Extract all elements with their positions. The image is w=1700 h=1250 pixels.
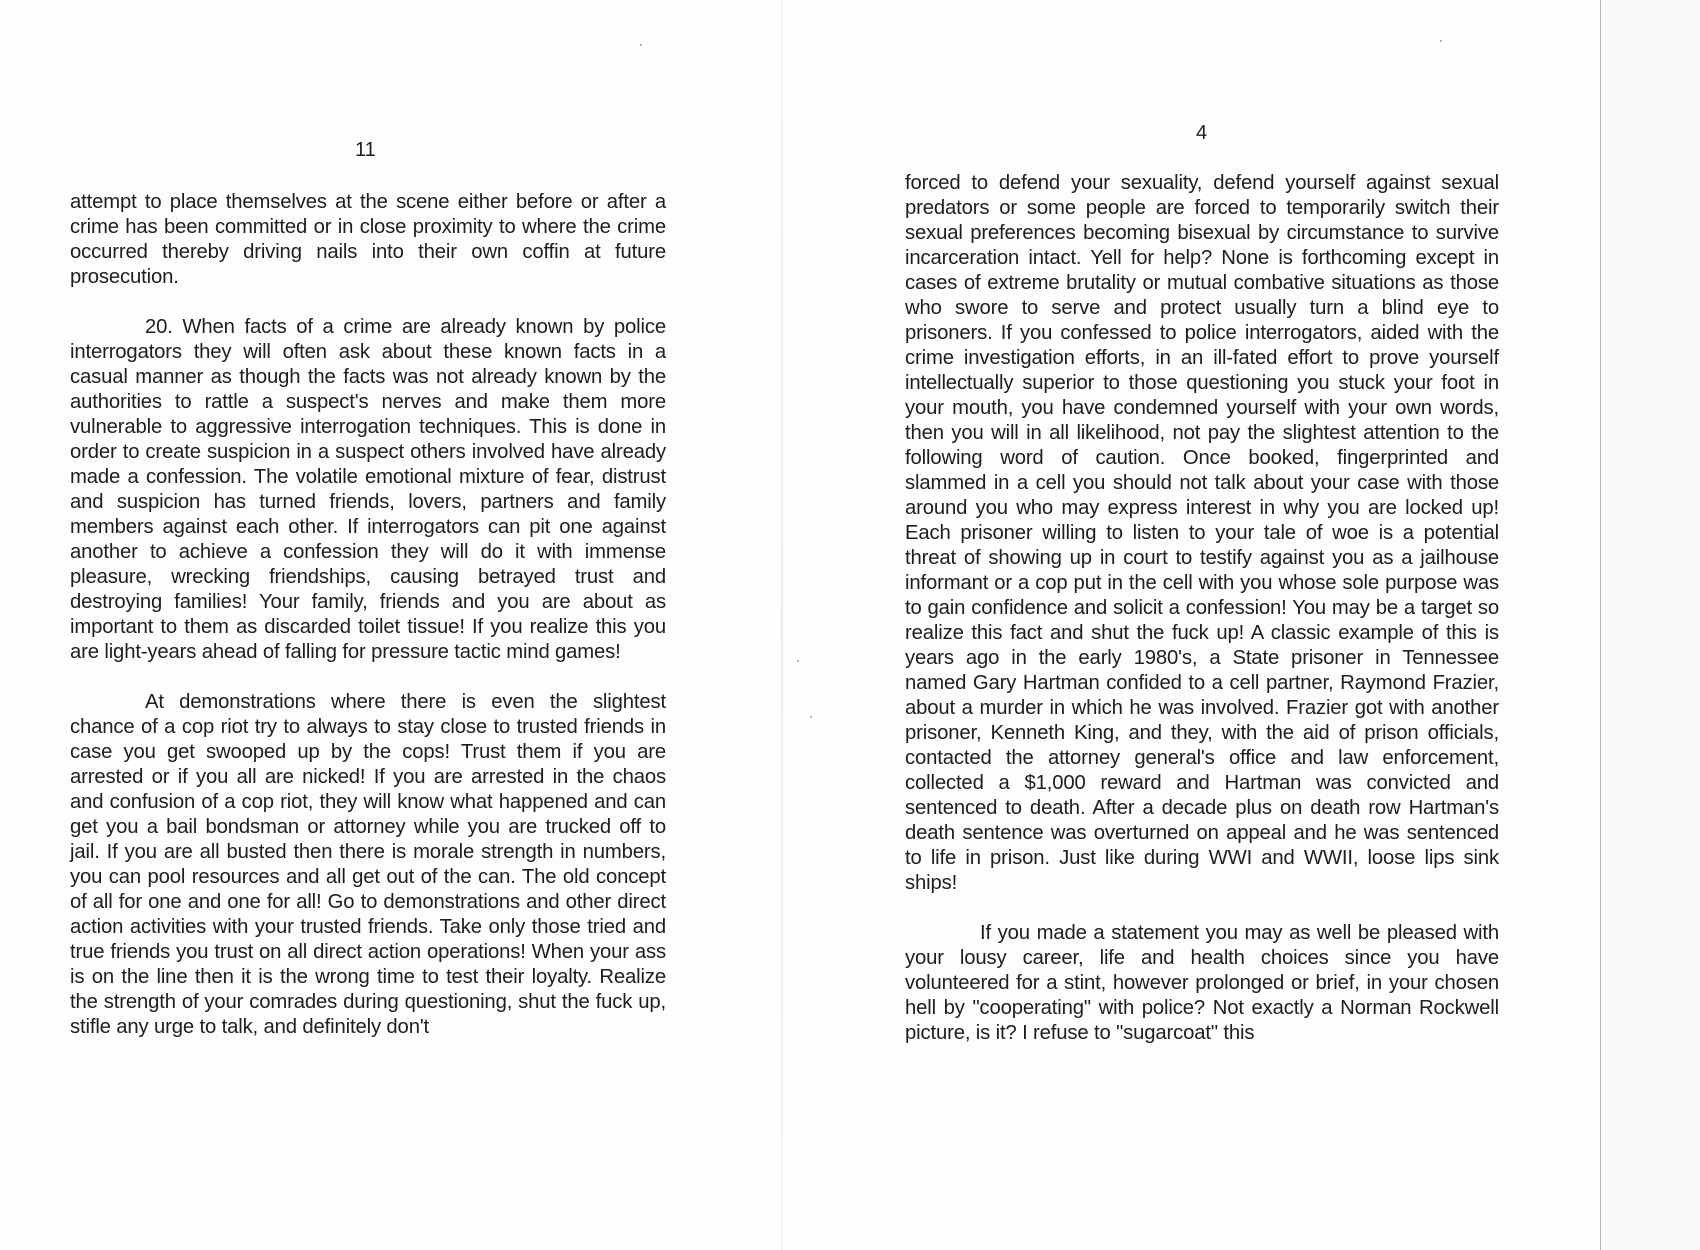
page-number: 11: [355, 139, 376, 161]
scan-margin: [1601, 0, 1700, 1250]
paragraph: 20. When facts of a crime are already known by police interrogators they will often ask about these known facts in a casual manner as though the facts was not already known by the authorities to rattle a suspect's nerves and make them more vulnerable to aggressive interrogation techniques. This is done in order to create suspicion in a suspect others involved have already made a confession. The volatile emotional mixture of fear, distrust and suspicion has turned friends, lovers, partners and family members against each other. If interrogators can pit one against another to achieve a confession they will do it with immense pleasure, wrecking friendships, causing betrayed trust and destroying families! Your family, friends and you are about as important to them as discarded toilet tissue! If you realize this you are light-years ahead of falling for pressure tactic mind games!: [70, 316, 666, 663]
paragraph: If you made a statement you may as well be pleased with your lousy career, life and health choices since you have volunteered for a stint, however prolonged or brief, in your chosen hell by "cooperating" with police? Not exactly a Norman Rockwell picture, is it? I refuse to "sugarcoat" this: [905, 922, 1499, 1044]
page-number: 4: [1196, 122, 1208, 144]
page-body: [70, 190, 666, 1065]
paragraph: attempt to place themselves at the scene either before or after a crime has been committed or in close proximity to where the crime occurred thereby driving nails into their own coffin at future prosecution.: [70, 191, 666, 288]
paragraph: At demonstrations where there is even the slightest chance of a cop riot try to always to stay close to trusted friends in case you get swooped up by the cops! Trust them if you are arrested or if you all are nicked! If you are arrested in the chaos and confusion of a cop riot, they will know what happened and can get you a bail bondsman or attorney while you are trucked off to jail. If you are all busted then there is morale strength in numbers, you can pool resources and all get out of the can. The old concept of all for one and one for all! Go to demonstrations and other direct action activities with your trusted friends. Take only those tried and true friends you trust on all direct action operations! When your ass is on the line then it is the wrong time to test their loyalty. Realize the strength of your comrades during questioning, shut the fuck up, stifle any urge to talk, and definitely don't: [70, 691, 666, 1038]
page-body: [905, 171, 1499, 1071]
scan-speck: [640, 44, 642, 46]
center-fold: [781, 0, 783, 1250]
scan-speck: [810, 716, 812, 718]
scan-speck: [1440, 40, 1442, 42]
paragraph: forced to defend your sexuality, defend yourself against sexual predators or some people are forced to temporarily switch their sexual preferences becoming bisexual by circumstance to survive incarceration intact. Yell for help? None is forthcoming except in cases of extreme brutality or mutual combative situations as those who swore to serve and protect usually turn a blind eye to prisoners. If you confessed to police interrogators, aided with the crime investigation efforts, in an ill-fated effort to prove yourself intellectually superior to those questioning you stuck your foot in your mouth, you have condemned yourself with your own words, then you will in all likelihood, not pay the slightest attention to the following word of caution. Once booked, fingerprinted and slammed in a cell you should not talk about your case with those around you who may express interest in why you are locked up! Each prisoner willing to listen to your tale of woe is a potential threat of showing up in court to testify against you as a jailhouse informant or a cop put in the cell with you whose sole purpose was to gain confidence and solicit a confession! You may be a target so realize this fact and shut the fuck up! A classic example of this is years ago in the early 1980's, a State prisoner in Tennessee named Gary Hartman confided to a cell partner, Raymond Frazier, about a murder in which he was involved. Frazier got with another prisoner, Kenneth King, and they, with the aid of prison officials, contacted the attorney general's office and law enforcement, collected a $1,000 reward and Hartman was convicted and sentenced to death. After a decade plus on death row Hartman's death sentence was overturned on appeal and he was sentenced to life in prison. Just like during WWI and WWII, loose lips sink ships!: [905, 172, 1499, 894]
scan-speck: [797, 660, 799, 662]
